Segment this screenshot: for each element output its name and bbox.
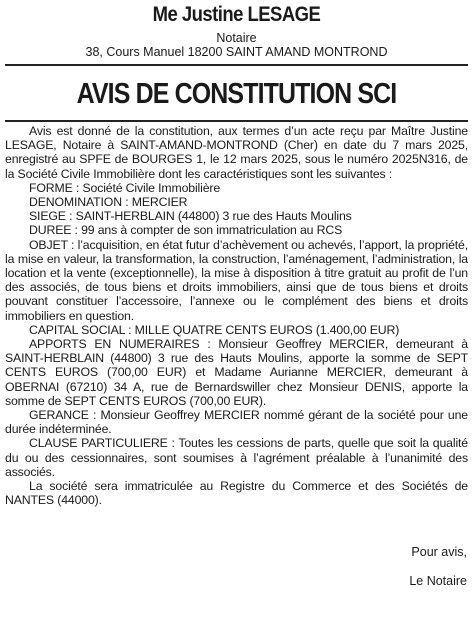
intro-paragraph: Avis est donné de la constitution, aux termes d’un acte reçu par Maître Justine LESAGE, Notaire à SAINT-AMAND-MONTROND (Cher) en date du 7 mars 2025, enregistré au SPFE de BOURGES 1, le 12 mars 2025, sous le numéro 2025N316, de la Société Civile Immobilière dont les caractéristiques sont les suivantes : [5, 124, 468, 181]
forme-line: FORME : Société Civile Immobilière [29, 180, 221, 195]
title-divider [5, 120, 468, 122]
capital-line: CAPITAL SOCIAL : MILLE QUATRE CENTS EUROS (1.400,00 EUR) [29, 322, 400, 337]
notary-role: Notaire [216, 31, 257, 45]
clause-paragraph: CLAUSE PARTICULIERE : Toutes les cessions de parts, quelle que soit la qualité du ou des cessionnaires, sont soumises à l’agrément préalable à l’unanimité des associés. [5, 436, 468, 479]
notice-body [5, 124, 468, 507]
siege-line: SIEGE : SAINT-HERBLAIN (44800) 3 rue des Hauts Moulins [29, 209, 352, 224]
apports-paragraph: APPORTS EN NUMERAIRES : Monsieur Geoffrey MERCIER, demeurant à SAINT-HERBLAIN (44800) 3 rue des Hauts Moulins, apporte la somme de SEPT CENTS EUROS (700,00 EUR) et Madame Aurianne MERCIER, demeurant à OBERNAI (67210) 34 A, rue de Bernardswiller chez Monsieur DENIS, apporte la somme de SEPT CENTS EUROS (700,00 EUR). [5, 337, 468, 408]
closing-signature: Le Notaire [409, 574, 467, 588]
registration-paragraph: La société sera immatriculée au Registre du Commerce et des Sociétés de NANTES (44000). [5, 479, 468, 508]
closing-pour-avis: Pour avis, [411, 545, 467, 559]
denomination-line: DENOMINATION : MERCIER [29, 195, 188, 210]
notary-name: Me Justine LESAGE [152, 3, 321, 26]
gerance-paragraph: GERANCE : Monsieur Geoffrey MERCIER nommé gérant de la société pour une durée indéterminée. [5, 408, 468, 437]
notary-address: 38, Cours Manuel 18200 SAINT AMAND MONTROND [85, 45, 388, 59]
duree-line: DUREE : 99 ans à compter de son immatriculation au RCS [29, 223, 343, 238]
top-divider [5, 64, 468, 66]
objet-paragraph: OBJET : l’acquisition, en état futur d’achèvement ou achevés, l’apport, la propriété, la mise en valeur, la transformation, la construction, l’aménagement, l’administration, la location et la vente (exceptionnelle), la mise à disposition à titre gratuit au profit de l’un des associés, de tous biens et droits immobiliers, ainsi que de tous biens et droits pouvant constituer l’accessoire, l’annexe ou le complément des biens et droits immobiliers en question. [5, 237, 468, 323]
notice-title: AVIS DE CONSTITUTION SCI [76, 78, 397, 110]
